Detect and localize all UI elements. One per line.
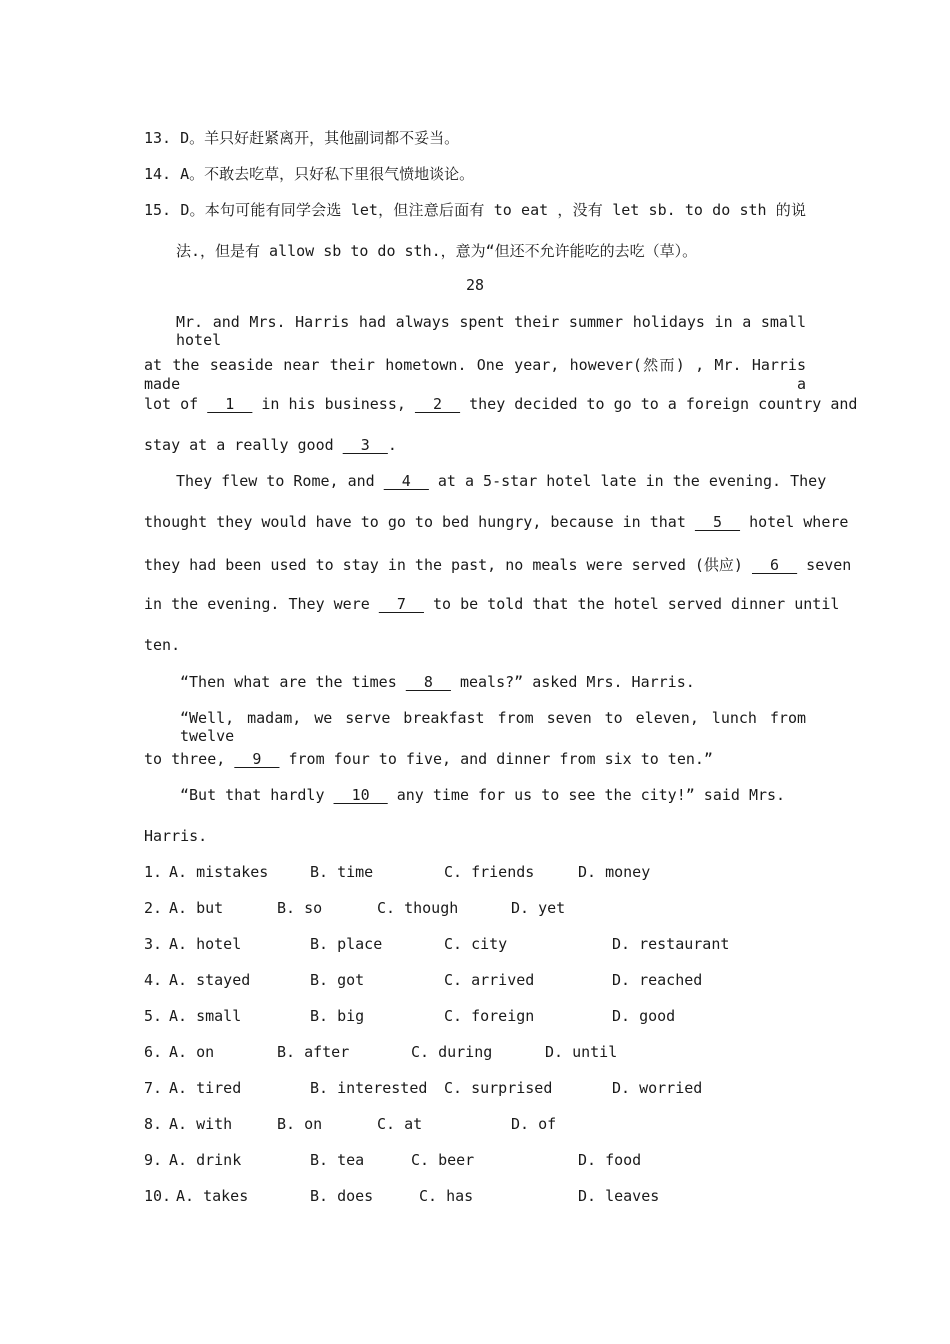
passage-line [180, 673, 810, 691]
text-run: in his business, [252, 395, 415, 413]
passage-line [144, 750, 806, 768]
option-d: D. reached [612, 971, 703, 989]
option-a: A. but [169, 899, 224, 917]
question-number: 9. [144, 1151, 163, 1169]
option-b: B. tea [310, 1151, 365, 1169]
option-d: D. of [511, 1115, 557, 1133]
text-run: they decided to go to a foreign country and [460, 395, 858, 413]
text-run: meals?” asked Mrs. Harris. [450, 673, 695, 691]
question-number: 3. [144, 935, 163, 953]
answer-note-15-cont: 法.，但是有 allow sb to do sth.，意为“但还不允许能吃的去吃（草）。 [176, 242, 698, 260]
option-a: A. stayed [169, 971, 251, 989]
blank-7: 7 [378, 595, 424, 613]
passage-line [144, 395, 858, 413]
question-7 [144, 1079, 844, 1099]
question-number: 1. [144, 863, 163, 881]
question-8 [144, 1115, 844, 1135]
option-b: B. got [310, 971, 365, 989]
option-b: B. big [310, 1007, 365, 1025]
question-5 [144, 1007, 844, 1027]
question-3 [144, 935, 844, 955]
section-number: 28 [465, 276, 485, 294]
option-d: D. leaves [578, 1187, 660, 1205]
question-number: 2. [144, 899, 163, 917]
option-c: C. has [419, 1187, 474, 1205]
text-run: . [387, 436, 397, 454]
option-b: B. after [277, 1043, 350, 1061]
blank-4: 4 [383, 472, 429, 490]
option-b: B. on [277, 1115, 323, 1133]
text-run: “Then what are the times [180, 673, 406, 691]
option-c: C. arrived [444, 971, 535, 989]
question-10 [144, 1187, 844, 1207]
text-run: hotel where [740, 513, 849, 531]
passage-line [176, 472, 827, 490]
text-run: lot of [144, 395, 208, 413]
question-6 [144, 1043, 844, 1063]
question-2 [144, 899, 844, 919]
passage-line [180, 786, 810, 804]
option-d: D. yet [511, 899, 566, 917]
option-c: C. foreign [444, 1007, 535, 1025]
blank-1: 1 [207, 395, 253, 413]
question-number: 5. [144, 1007, 163, 1025]
option-b: B. time [310, 863, 374, 881]
text-run: to be told that the hotel served dinner until [423, 595, 840, 613]
option-c: C. though [377, 899, 459, 917]
option-a: A. mistakes [169, 863, 269, 881]
question-4 [144, 971, 844, 991]
question-number: 7. [144, 1079, 163, 1097]
option-c: C. beer [411, 1151, 475, 1169]
text-run: from four to five, and dinner from six to ten.” [279, 750, 713, 768]
option-d: D. restaurant [612, 935, 730, 953]
option-a: A. on [169, 1043, 215, 1061]
text-run: in the evening. They were [144, 595, 379, 613]
blank-3: 3 [342, 436, 388, 454]
option-d: D. until [545, 1043, 618, 1061]
question-number: 4. [144, 971, 163, 989]
text-run: seven [797, 556, 852, 574]
passage-line [144, 595, 840, 613]
question-1 [144, 863, 844, 883]
blank-2: 2 [414, 395, 461, 413]
question-9 [144, 1151, 844, 1171]
blank-10: 10 [333, 786, 388, 804]
passage-line: at the seaside near their hometown. One year, however(然而) , Mr. Harris made a [144, 356, 806, 393]
text-run: stay at a really good [144, 436, 343, 454]
option-a: A. hotel [169, 935, 242, 953]
passage-line: ten. [144, 636, 181, 654]
question-number: 8. [144, 1115, 163, 1133]
text-run: They flew to Rome, and [176, 472, 384, 490]
option-b: B. so [277, 899, 323, 917]
option-d: D. worried [612, 1079, 703, 1097]
option-c: C. friends [444, 863, 535, 881]
option-a: A. takes [176, 1187, 249, 1205]
option-b: B. does [310, 1187, 374, 1205]
text-run: any time for us to see the city!” said Mrs. [387, 786, 786, 804]
question-number: 10. [144, 1187, 172, 1205]
option-a: A. small [169, 1007, 242, 1025]
option-c: C. city [444, 935, 508, 953]
passage-line [144, 436, 806, 454]
text-run: “But that hardly [180, 786, 334, 804]
option-a: A. drink [169, 1151, 242, 1169]
blank-6: 6 [751, 556, 798, 574]
option-b: B. interested [310, 1079, 428, 1097]
answer-note-15: 15. D。本句可能有同学会选 let，但注意后面有 to eat ，没有 let sb. to do sth 的说 [144, 201, 806, 219]
passage-line: Mr. and Mrs. Harris had always spent their summer holidays in a small hotel [176, 313, 806, 349]
answer-note-14: 14. A。不敢去吃草，只好私下里很气愤地谈论。 [144, 165, 475, 183]
option-d: D. food [578, 1151, 642, 1169]
option-a: A. tired [169, 1079, 242, 1097]
blank-8: 8 [405, 673, 451, 691]
option-c: C. during [411, 1043, 493, 1061]
text-run: to three, [144, 750, 235, 768]
option-a: A. with [169, 1115, 233, 1133]
passage-line: “Well, madam, we serve breakfast from seven to eleven, lunch from twelve [180, 709, 806, 745]
question-number: 6. [144, 1043, 163, 1061]
option-c: C. surprised [444, 1079, 553, 1097]
blank-9: 9 [234, 750, 280, 768]
answer-note-13: 13. D。羊只好赶紧离开，其他副词都不妥当。 [144, 129, 460, 147]
option-b: B. place [310, 935, 383, 953]
blank-5: 5 [694, 513, 741, 531]
passage-line [144, 513, 849, 531]
text-run: thought they would have to go to bed hungry, because in that [144, 513, 695, 531]
text-run: at a 5-star hotel late in the evening. They [428, 472, 827, 490]
text-run: they had been used to stay in the past, no meals were served (供应) [144, 556, 752, 574]
option-c: C. at [377, 1115, 423, 1133]
passage-line: Harris. [144, 827, 208, 845]
option-d: D. good [612, 1007, 676, 1025]
passage-line [144, 554, 852, 575]
option-d: D. money [578, 863, 651, 881]
